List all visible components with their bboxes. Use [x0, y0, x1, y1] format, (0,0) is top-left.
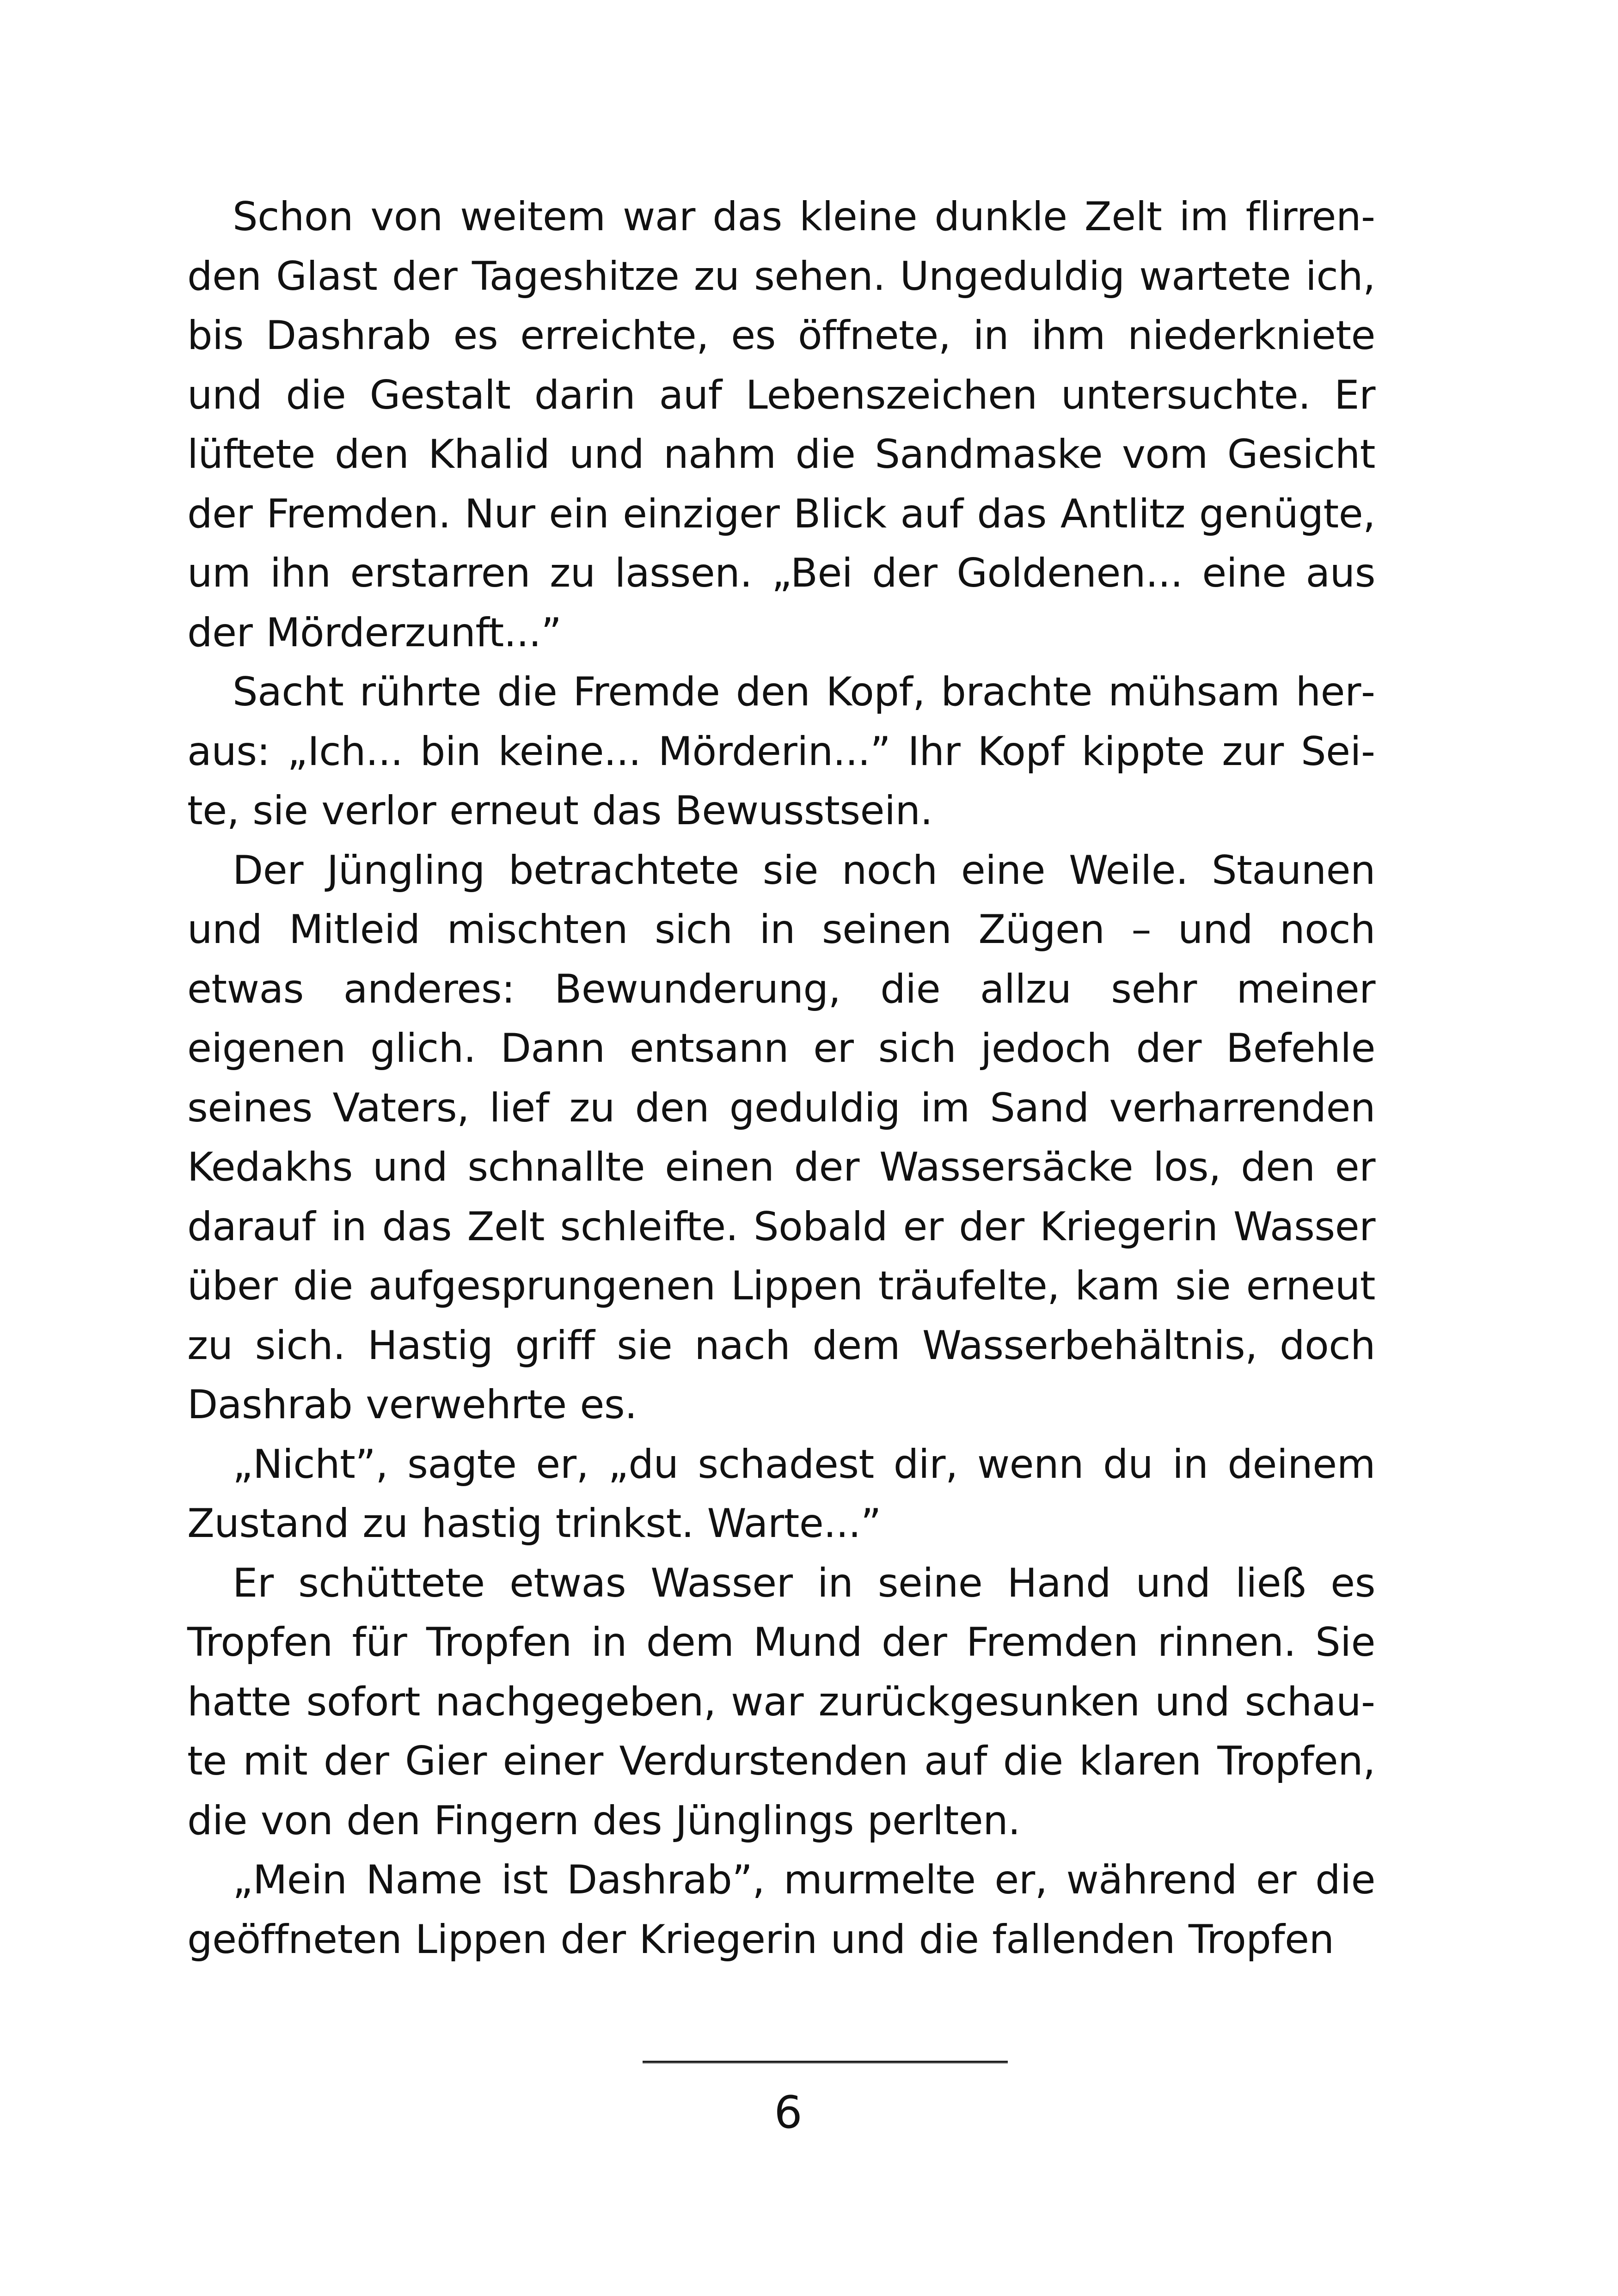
page-number: 6 [774, 2087, 803, 2138]
paragraph: „Mein Name ist Dashrab”, murmelte er, während er die geöffneten Lippen der Kriegerin und die fallenden Tropfen [187, 1857, 1375, 1963]
paragraph: „Nicht”, sagte er, „du schadest dir, wenn du in deinem Zustand zu hastig trinkst. Warte...” [187, 1441, 1375, 1547]
paragraph: Sacht rührte die Fremde den Kopf, brachte mühsam heraus: „Ich... bin keine... Mörderin...” Ihr Kopf kippte zur Seite, sie verlor erneut das Bewusstsein. [187, 669, 1375, 834]
body-text [187, 187, 1375, 1969]
paragraph: Schon von weitem war das kleine dunkle Zelt im flirrenden Glast der Tageshitze zu sehen. Ungeduldig wartete ich, bis Dashrab es erreichte, es öffnete, in ihm niederkniete und die Gestalt darin auf Lebenszeichen untersuchte. Er lüftete den Khalid und nahm die Sandmaske vom Gesicht der Fremden. Nur ein einziger Blick auf das Antlitz genügte, um ihn erstarren zu lassen. „Bei der Goldenen... eine aus der Mörderzunft...” [187, 194, 1375, 656]
paragraph: Der Jüngling betrachtete sie noch eine Weile. Staunen und Mitleid mischten sich in seinen Zügen – und noch etwas anderes: Bewunderung, die allzu sehr meiner eigenen glich. Dann entsann er sich jedoch der Befehle seines Vaters, lief zu den geduldig im Sand verharrenden Kedakhs und schnallte einen der Wassersäcke los, den er darauf in das Zelt schleifte. Sobald er der Kriegerin Wasser über die aufgesprungenen Lippen träufelte, kam sie erneut zu sich. Hastig griff sie nach dem Wasserbehältnis, doch Dashrab verwehrte es. [187, 847, 1375, 1428]
paragraph: Er schüttete etwas Wasser in seine Hand und ließ es Tropfen für Tropfen in dem Mund der Fremden rinnen. Sie hatte sofort nachgegeben, war zurückgesunken und schaute mit der Gier einer Verdurstenden auf die klaren Tropfen, die von den Fingern des Jünglings perlten. [187, 1560, 1375, 1844]
